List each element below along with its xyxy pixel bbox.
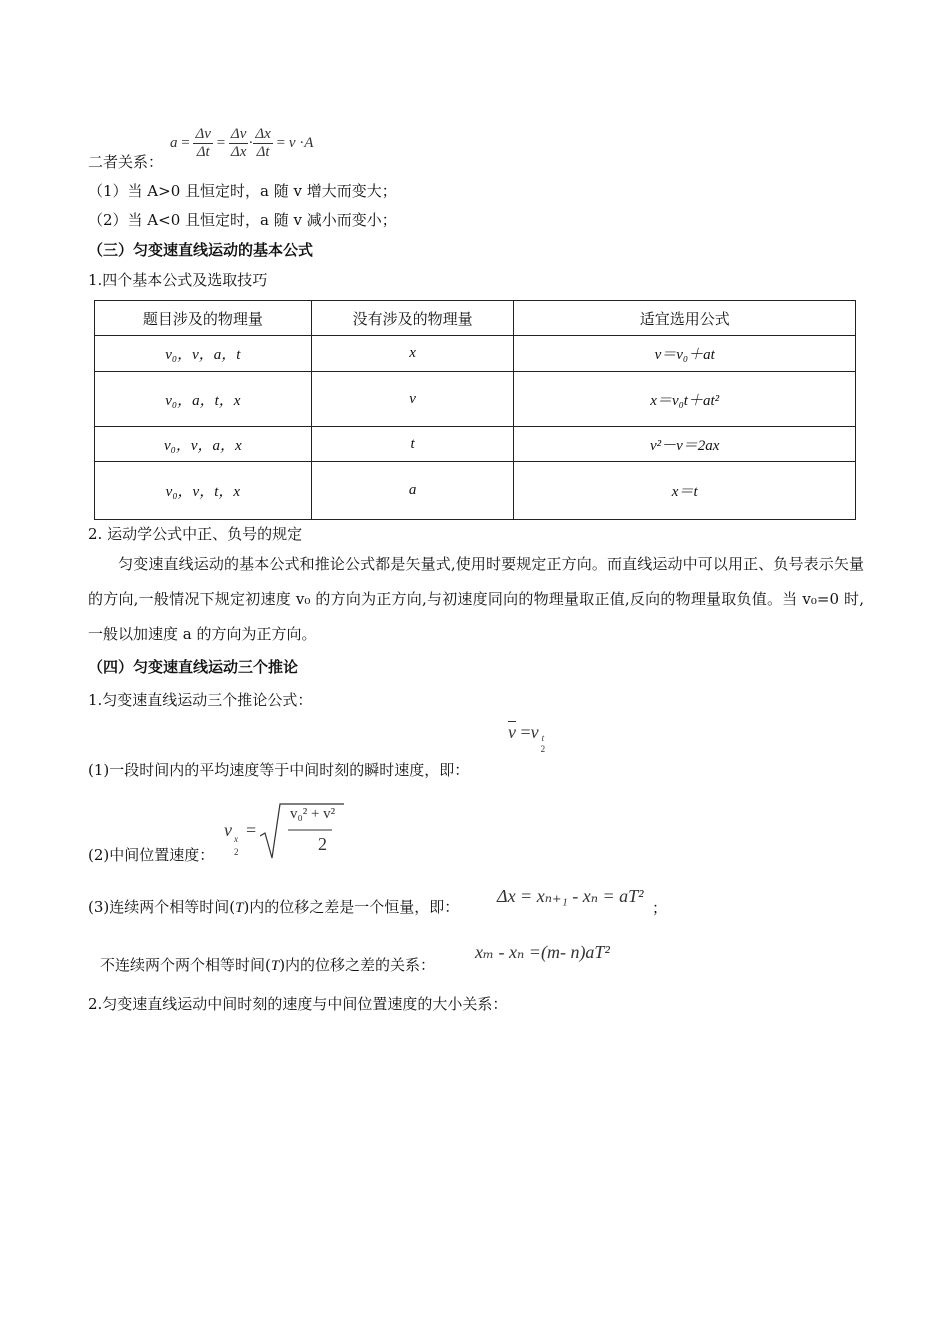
f1-eq: = (520, 722, 531, 742)
table-cell: v (311, 372, 514, 427)
item3-end-punct: ； (652, 899, 668, 917)
table-header: 题目涉及的物理量 (95, 301, 312, 336)
formula-eq-2: = (216, 134, 226, 151)
formula-eq-3: = (276, 134, 286, 151)
item4-text-a: 不连续两个两个相等时间( (100, 956, 271, 974)
formula-a: a (170, 134, 178, 151)
num-dx: Δx (255, 126, 271, 142)
table-cell: v₀，v，a，t (95, 336, 312, 372)
formula-eq: = (181, 134, 190, 151)
formula-displacement-difference: Δx = xₙ₊₁ - xₙ = aT² (497, 886, 644, 906)
section4-item4 (100, 954, 435, 975)
den-dt-2: Δt (256, 144, 270, 160)
item4-T: T (270, 958, 280, 974)
table-cell: v₀，a，t，x (95, 372, 312, 427)
table-cell: t (311, 427, 514, 462)
table-cell: v²－v＝2ax (514, 427, 856, 462)
v-bar: $\overline{v}$ (508, 722, 516, 742)
num-dv-2: Δv (230, 126, 247, 142)
table-header: 适宜选用公式 (514, 301, 856, 336)
frac-dv-dt (193, 126, 212, 161)
relation-formula (170, 126, 313, 161)
section3-sub1: 1.四个基本公式及选取技巧 (88, 271, 268, 289)
table-cell: x (311, 336, 514, 372)
frac-dx-dt (253, 126, 272, 161)
table-cell: v₀，v，t，x (95, 462, 312, 520)
table-cell: x＝v₀t＋at² (514, 372, 856, 427)
f2-numerator: v₀² + v² (290, 806, 336, 822)
table-row (95, 372, 856, 427)
formula-A: A (304, 134, 314, 151)
item4-text-b: )内的位移之差的关系： (279, 956, 436, 974)
section3-heading: （三）匀变速直线运动的基本公式 (88, 241, 314, 259)
table-cell: v₀，v，a，x (95, 427, 312, 462)
f1-sub-frac (539, 733, 548, 755)
section4-heading: （四）匀变速直线运动三个推论 (88, 658, 299, 676)
f2-v: v (224, 820, 232, 840)
frac-dv-dx (229, 126, 248, 161)
f1-two: 2 (540, 743, 546, 754)
item3-T: T (235, 900, 244, 916)
formula-dot-2: · (299, 134, 305, 151)
section3-sub2: 2. 运动学公式中正、负号的规定 (88, 525, 303, 543)
formula-average-velocity (508, 722, 547, 754)
sign-rule-paragraph (88, 547, 864, 652)
num-dv: Δv (195, 126, 211, 142)
table-header-row (95, 301, 856, 336)
table-cell: v＝v₀＋at (514, 336, 856, 372)
table-cell: a (311, 462, 514, 520)
den-dx: Δx (230, 144, 247, 160)
table-header: 没有涉及的物理量 (311, 301, 514, 336)
paragraph-text: 匀变速直线运动的基本公式和推论公式都是矢量式,使用时要规定正方向。而直线运动中可以用正、负号表示矢量的方向,一般情况下规定初速度 v₀ 的方向为正方向,与初速度同向的物理量取正值,反向的物理量取负值。当 v₀=0 时,一般以加速度 a 的方向为正方向。 (88, 555, 864, 643)
section4-item3 (88, 897, 459, 918)
item3-text-a: (3)连续两个相等时间( (88, 898, 236, 916)
f1-t: t (541, 732, 545, 743)
case-2: （2）当 A<0 且恒定时，a 随 v 减小而变小； (88, 211, 397, 229)
section4-sub2: 2.匀变速直线运动中间时刻的速度与中间位置速度的大小关系： (88, 995, 508, 1013)
f2-two: 2 (234, 847, 239, 857)
formula-v: v (288, 134, 296, 151)
f2-x: x (234, 834, 238, 844)
relation-label: 二者关系： (88, 153, 164, 171)
f2-denominator: 2 (318, 834, 327, 854)
item3-text-b: )内的位移之差是一个恒量，即： (243, 898, 460, 916)
f1-v: v (530, 722, 539, 742)
table-row (95, 427, 856, 462)
f2-eq: = (246, 820, 257, 840)
table-cell: x＝t (514, 462, 856, 520)
table-row (95, 336, 856, 372)
section4-sub1: 1.匀变速直线运动三个推论公式： (88, 691, 313, 709)
section4-item1: (1)一段时间内的平均速度等于中间时刻的瞬时速度，即： (88, 761, 470, 779)
formula-table (94, 300, 856, 520)
case-1: （1）当 A>0 且恒定时，a 随 v 增大而变大； (88, 182, 397, 200)
formula-nonconsecutive-difference: xₘ - xₙ =(m- n)aT² (475, 942, 610, 962)
den-dt: Δt (196, 144, 210, 160)
table-row (95, 462, 856, 520)
section4-item2: (2)中间位置速度： (88, 846, 215, 864)
formula-dot: · (248, 134, 254, 151)
